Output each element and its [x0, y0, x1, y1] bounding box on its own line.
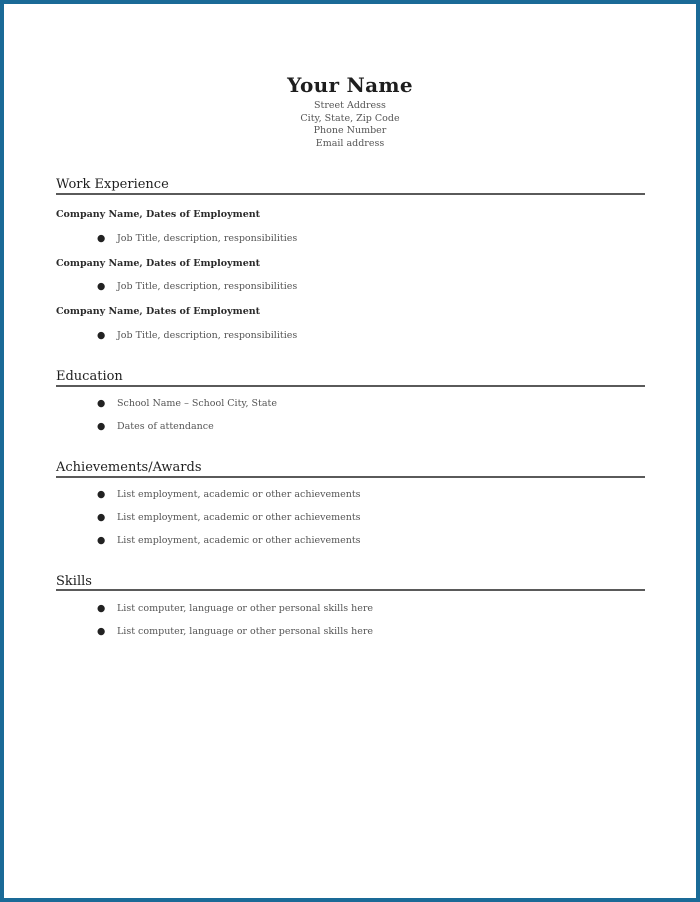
skills-heading: Skills [56, 574, 92, 589]
education-item-1: School Name – School City, State [117, 398, 277, 409]
city-state-zip: City, State, Zip Code [300, 112, 400, 124]
skill-item-1: List computer, language or other personal skills here [117, 603, 374, 614]
skill-item-2: List computer, language or other personal skills here [117, 626, 374, 637]
achievement-item-2: List employment, academic or other achievements [117, 512, 361, 523]
job-company-3: Company Name, Dates of Employment [56, 306, 261, 317]
achievement-item-3: List employment, academic or other achievements [117, 535, 361, 546]
street-address: Street Address [314, 100, 386, 111]
achievements-rule [56, 476, 645, 478]
work-experience-heading: Work Experience [56, 177, 169, 192]
education-heading: Education [56, 369, 123, 384]
bullet-icon: ● [97, 398, 106, 409]
education-item-2: Dates of attendance [117, 421, 214, 432]
bullet-icon: ● [97, 281, 106, 292]
education-rule [56, 385, 645, 387]
achievements-heading: Achievements/Awards [56, 460, 202, 475]
bullet-icon: ● [97, 603, 106, 614]
job-company-2: Company Name, Dates of Employment [56, 258, 261, 269]
bullet-icon: ● [97, 512, 106, 523]
resume-header [4, 70, 696, 150]
phone-number: Phone Number [313, 125, 387, 136]
resume-page [4, 4, 696, 898]
job-item-2: Job Title, description, responsibilities [117, 281, 298, 292]
job-item-1: Job Title, description, responsibilities [117, 233, 298, 244]
job-company-1: Company Name, Dates of Employment [56, 209, 261, 220]
achievement-item-1: List employment, academic or other achievements [117, 489, 361, 500]
email-address: Email address [315, 137, 385, 149]
resume-name: Your Name [287, 73, 413, 97]
bullet-icon: ● [97, 233, 106, 244]
bullet-icon: ● [97, 489, 106, 500]
work-experience-rule [56, 193, 645, 195]
bullet-icon: ● [97, 626, 106, 637]
skills-rule [56, 589, 645, 591]
bullet-icon: ● [97, 535, 106, 546]
job-item-3: Job Title, description, responsibilities [117, 330, 298, 341]
bullet-icon: ● [97, 421, 106, 432]
bullet-icon: ● [97, 330, 106, 341]
